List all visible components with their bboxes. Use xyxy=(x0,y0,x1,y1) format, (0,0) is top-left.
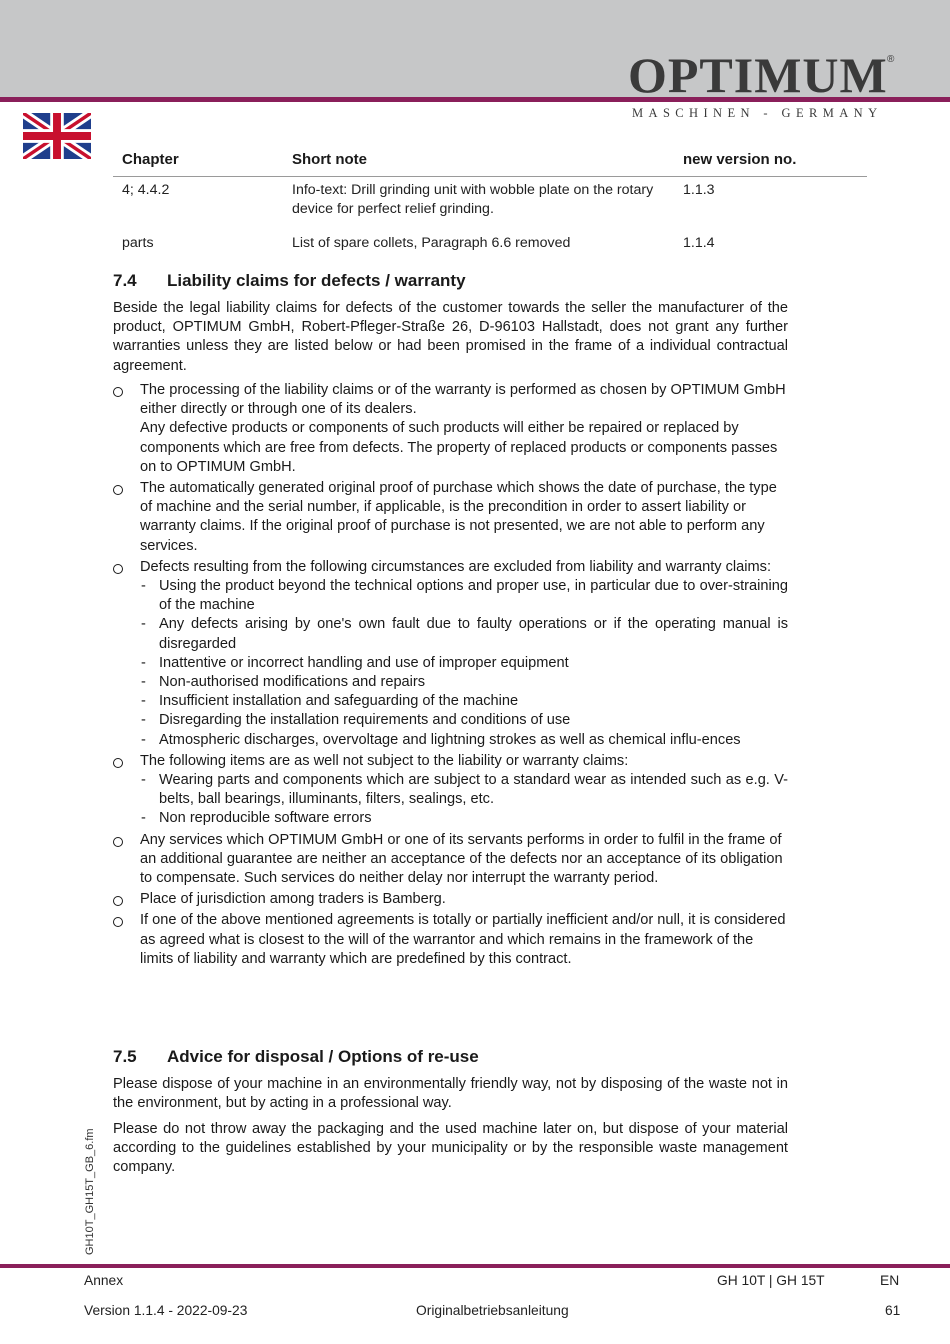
version-changes-table xyxy=(113,148,867,264)
list-item-text: The following items are as well not subject to the liability or warranty claims: xyxy=(140,752,629,769)
sub-list-item: - Inattentive or incorrect handling and use of improper equipment xyxy=(141,654,569,671)
non-covered-sublist xyxy=(140,771,788,829)
list-item-text: If one of the above mentioned agreements is totally or partially inefficient and/or null, it is considered as agreed what is closest to the will of the warrantor and which remains in the framework of the limits of liability and warranty which are predefined by this contract. xyxy=(140,912,786,967)
table-row xyxy=(113,177,867,231)
circle-bullet-icon xyxy=(113,837,123,847)
list-item xyxy=(113,381,788,477)
brand-tagline: MASCHINEN - GERMANY xyxy=(632,106,883,120)
column-header-version: new version no. xyxy=(674,148,867,177)
list-item xyxy=(113,911,788,969)
brand-logo: OPTIMUM xyxy=(628,47,888,103)
sub-list-item: - Disregarding the installation requirements and conditions of use xyxy=(141,712,571,729)
sub-list-item: - Any defects arising by one's own fault due to faulty operations or if the operating manual is disregarded xyxy=(141,616,788,652)
sub-list-item: - Using the product beyond the technical options and proper use, in particular due to over-straining of the machine xyxy=(141,578,788,614)
footer-section: Annex xyxy=(84,1273,124,1288)
section-number: 7.5 xyxy=(113,1047,137,1066)
exclusions-sublist xyxy=(140,577,788,750)
footer-divider xyxy=(0,1264,950,1268)
list-item xyxy=(113,752,788,829)
circle-bullet-icon xyxy=(113,896,123,906)
sub-list-item: - Wearing parts and components which are subject to a standard wear as intended such as e.g. V-belts, ball bearings, illuminants, filters, sealings, etc. xyxy=(141,772,788,808)
section-number: 7.4 xyxy=(113,271,137,290)
list-item-text: The processing of the liability claims or of the warranty is performed as chosen by OPTIMUM GmbH either directly or through one of its dealers. xyxy=(140,382,786,418)
sub-list-item: - Atmospheric discharges, overvoltage and lightning strokes as well as chemical influ-ences xyxy=(141,731,741,748)
cell-chapter: 4; 4.4.2 xyxy=(122,182,170,198)
column-header-chapter: Chapter xyxy=(113,148,283,177)
section-heading-7-4 xyxy=(113,271,466,291)
section-title: Liability claims for defects / warranty xyxy=(167,271,466,290)
list-item xyxy=(113,558,788,750)
list-item-text: The automatically generated original proof of purchase which shows the date of purchase, the type of machine and the serial number, if applicable, is the precondition in order to assert liability or warranty claims. If the original proof of purchase is not presented, we are not able to perform any services. xyxy=(140,480,777,554)
cell-version: 1.1.4 xyxy=(683,235,715,251)
footer-version: Version 1.1.4 - 2022-09-23 xyxy=(84,1303,248,1318)
footer-doc-type: Originalbetriebsanleitung xyxy=(416,1303,569,1318)
disposal-paragraph-1: Please dispose of your machine in an environmentally friendly way, not by disposing of the waste not in the environment, but by acting in a professional way. xyxy=(113,1076,788,1112)
section-title: Advice for disposal / Options of re-use xyxy=(167,1047,479,1066)
circle-bullet-icon xyxy=(113,917,123,927)
sub-list-item: - Insufficient installation and safeguarding of the machine xyxy=(141,693,519,710)
table-row xyxy=(113,230,867,264)
list-item xyxy=(113,890,788,909)
list-item-text: Any services which OPTIMUM GmbH or one of its servants performs in order to fulfil in the frame of an additional guarantee are neither an acceptance of the defects nor an acceptance of its obligation to compensate. Such services do neither delay nor interrupt the warranty period. xyxy=(140,831,783,887)
list-item-text: Defects resulting from the following circumstances are excluded from liability and warranty claims: xyxy=(140,558,772,575)
sub-list-item: - Non-authorised modifications and repairs xyxy=(141,674,426,691)
cell-note: Info-text: Drill grinding unit with wobble plate on the rotary device for perfect relief grinding. xyxy=(292,182,654,217)
list-item xyxy=(113,831,788,889)
section-intro: Beside the legal liability claims for defects of the customer towards the seller the manufacturer of the product, OPTIMUM GmbH, Robert-Pfleger-Straße 26, D-96103 Hallstadt, does not grant any further warranties unless they are listed below or had been promised in the frame of a individual contractual agreement. xyxy=(113,300,788,374)
circle-bullet-icon xyxy=(113,758,123,768)
uk-flag-icon xyxy=(23,113,91,159)
warranty-terms-list xyxy=(113,381,788,971)
sub-list-item: - Non reproducible software errors xyxy=(141,810,372,827)
list-item-extra-text: Any defective products or components of such products will either be repaired or replaced by components which are free from defects. The property of replaced products or components passes on to OPTIMUM GmbH. xyxy=(140,420,778,475)
disposal-paragraph-2: Please do not throw away the packaging and the used machine later on, but dispose of your material according to the guidelines established by your municipality or by the responsible waste management company. xyxy=(113,1121,788,1176)
file-name-label: GH10T_GH15T_GB_6.fm xyxy=(84,1128,96,1255)
footer-language: EN xyxy=(880,1273,900,1288)
cell-version: 1.1.3 xyxy=(683,182,715,198)
circle-bullet-icon xyxy=(113,485,123,495)
section-heading-7-5 xyxy=(113,1047,479,1067)
column-header-short-note: Short note xyxy=(283,148,674,177)
list-item xyxy=(113,479,788,556)
page-number: 61 xyxy=(885,1303,901,1318)
cell-note: List of spare collets, Paragraph 6.6 removed xyxy=(292,235,571,251)
registered-mark: ® xyxy=(887,54,895,65)
footer-models: GH 10T | GH 15T xyxy=(717,1273,825,1288)
cell-chapter: parts xyxy=(122,235,154,251)
circle-bullet-icon xyxy=(113,564,123,574)
table-header-row xyxy=(113,148,867,177)
list-item-text: Place of jurisdiction among traders is Bamberg. xyxy=(140,891,446,908)
circle-bullet-icon xyxy=(113,387,123,397)
